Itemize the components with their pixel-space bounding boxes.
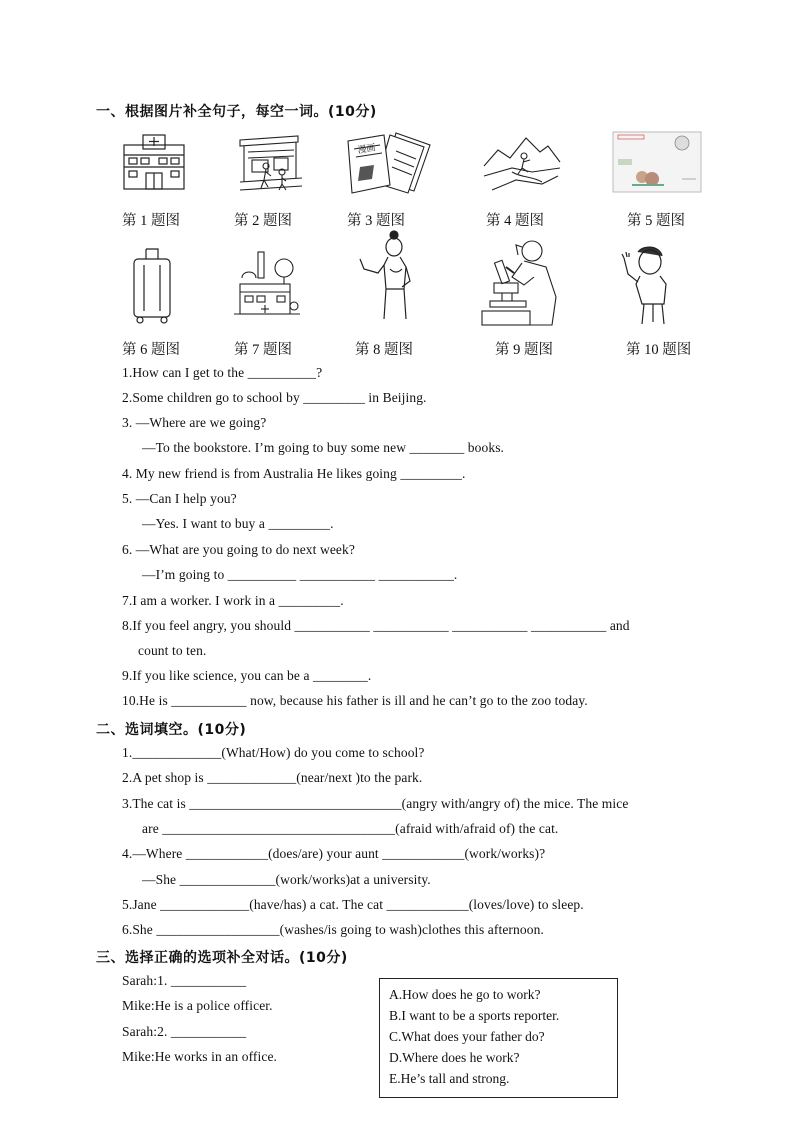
caption-2: 第 2 题图 (234, 213, 292, 229)
factory-hospital-picture (232, 248, 302, 318)
p2-line-1: 1._____________(What/How) do you come to school? (122, 745, 425, 760)
caption-9: 第 9 题图 (495, 342, 553, 358)
caption-7: 第 7 题图 (234, 342, 292, 358)
p1-line-10: 7.I am a worker. I work in a _________. (122, 593, 344, 608)
scientist-picture (476, 237, 566, 329)
comic-books-picture (344, 127, 434, 197)
caption-3: 第 3 题图 (347, 213, 405, 229)
p1-line-4: —To the bookstore. I’m going to buy some new ________ books. (142, 440, 505, 455)
option-c: C.What does your father do? (389, 1029, 545, 1044)
comic-title-text: 漫画 (356, 143, 377, 156)
section-2-title: 二、选词填空。(10分) (96, 722, 247, 738)
p1-line-13: 9.If you like science, you can be a ________. (122, 668, 372, 683)
p2-line-4: are __________________________________(afraid with/afraid of) the cat. (142, 821, 559, 836)
suitcase-picture (128, 247, 176, 325)
p1-line-2: 2.Some children go to school by _________ in Beijing. (122, 390, 427, 405)
p1-line-8: 6. —What are you going to do next week? (122, 542, 355, 557)
caption-1: 第 1 题图 (122, 213, 180, 229)
p1-line-7: —Yes. I want to buy a _________. (142, 516, 334, 531)
dialogue-line-4: Mike:He works in an office. (122, 1049, 278, 1064)
option-b: B.I want to be a sports reporter. (389, 1008, 560, 1023)
p1-line-6: 5. —Can I help you? (122, 491, 237, 506)
p2-line-8: 6.She __________________(washes/is going to wash)clothes this afternoon. (122, 922, 544, 937)
p2-line-5: 4.—Where ____________(does/are) your aunt ____________(work/works)? (122, 846, 546, 861)
caption-5: 第 5 题图 (627, 213, 685, 229)
p2-line-6: —She ______________(work/works)at a university. (142, 872, 431, 887)
angry-woman-picture (354, 229, 424, 321)
p2-line-7: 5.Jane _____________(have/has) a cat. The cat ____________(loves/love) to sleep. (122, 897, 584, 912)
caption-6: 第 6 题图 (122, 342, 180, 358)
p1-line-1: 1.How can I get to the __________? (122, 365, 323, 380)
option-e: E.He’s tall and strong. (389, 1071, 510, 1086)
hospital-picture (121, 133, 187, 191)
school-children-picture (238, 132, 304, 192)
p1-line-11: 8.If you feel angry, you should ___________ ___________ ___________ ___________ and (122, 618, 630, 633)
p2-line-3: 3.The cat is _______________________________(angry with/angry of) the mice. The mice (122, 796, 629, 811)
p1-line-14: 10.He is ___________ now, because his father is ill and he can’t go to the zoo today. (122, 693, 588, 708)
postcard-picture (612, 131, 702, 193)
dialogue-line-3: Sarah:2. ___________ (122, 1024, 247, 1039)
options-box (379, 978, 618, 1098)
p1-line-5: 4. My new friend is from Australia He likes going _________. (122, 466, 466, 481)
dialogue-line-1: Sarah:1. ___________ (122, 973, 247, 988)
section-3-title: 三、选择正确的选项补全对话。(10分) (96, 950, 348, 966)
waving-boy-picture (618, 244, 676, 326)
dialogue-line-2: Mike:He is a police officer. (122, 998, 273, 1013)
p1-line-3: 3. —Where are we going? (122, 415, 267, 430)
caption-10: 第 10 题图 (626, 342, 692, 358)
option-d: D.Where does he work? (389, 1050, 520, 1065)
section-1-title: 一、根据图片补全句子，每空一词。(10分) (96, 104, 377, 120)
caption-4: 第 4 题图 (486, 213, 544, 229)
p2-line-2: 2.A pet shop is _____________(near/next )to the park. (122, 770, 423, 785)
p1-line-9: —I’m going to __________ ___________ ___________. (142, 567, 458, 582)
option-a: A.How does he go to work? (389, 987, 541, 1002)
p1-line-12: count to ten. (138, 643, 207, 658)
caption-8: 第 8 题图 (355, 342, 413, 358)
hiking-picture (482, 132, 562, 194)
